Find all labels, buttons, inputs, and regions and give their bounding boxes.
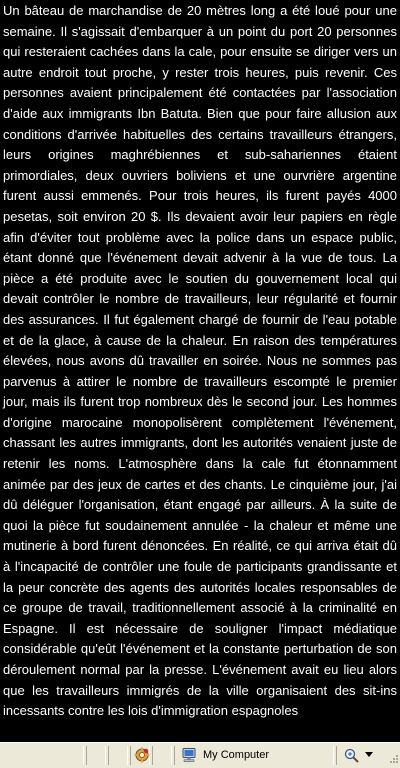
- status-pane-main: [0, 746, 84, 765]
- status-bar: [0, 742, 400, 768]
- status-pane-privacy[interactable]: [130, 746, 150, 765]
- security-zone-label: My Computer: [203, 749, 270, 761]
- resize-grip-icon[interactable]: [387, 752, 399, 764]
- zoom-pane[interactable]: [336, 746, 400, 765]
- status-pane-extra: [152, 746, 172, 765]
- security-zone-pane[interactable]: [174, 746, 334, 765]
- article-paragraph: Un bâteau de marchandise de 20 mètres long a été loué pour une semaine. Il s'agissait d'embarquer à un point du port 20 personnes qui resteraient cachées dans la cale, pour ensuite se diriger vers un autre endroit tout proche, y rester trois heures, puis revenir. Ces personnes avaient principalement été contactées par l'association d'aide aux immigrants Ibn Batuta. Bien que pour faire allusion aux conditions d'arrivée habituelles des certains travailleurs étrangers, leurs origines maghrébiennes et sub-sahariennes étaient primordiales, deux ouvriers boliviens et une ourvrière argentine furent aussi emmenés. Pour trois heures, ils furent payés 4000 pesetas, soit environ 20 $. Ils devaient avoir leur papiers en règle afin d'éviter tout problème avec la police dans un espace public, étant donné que l'événement devait advenir à la vue de tous. La pièce a été produite avec le soutien du gouvernement local qui devait contrôler le nombre de travailleurs, leur régularité et fournir des assurances. Il fut également chargé de fournir de l'eau potable et de la glace, à cause de la chaleur. En raison des températures élevées, nous avons dû travailler en soirée. Nous ne sommes pas parvenus à attirer le nombre de travailleurs escompté le premier jour, mais ils furent trop nombreux dès le second jour. Les hommes d'origine marocaine monopolisèrent complètement l'événement, chassant les autres immigrants, dont les autorités venaient juste de retenir les noms. L'atmosphère dans la cale fut étonnamment animée par des jeux de cartes et des chants. Le cinquième jour, j'ai dû déléguer l'organisation, étant engagé par ailleurs. À la suite de quoi la pièce fut soudainement annulée - la chaleur et même une mutinerie à bord furent dénoncées. En réalité, ce qui arriva était dû à l'incapacité de contrôler une foule de participants grandissante et la peur concrète des agents des autorités locales responsables de ce groupe de travail, traditionnellement associé à la criminalité en Espagne. Il est nécessaire de souligner l'impact médiatique considérable qu'eût l'événement et la constante perturbation de son déroulement normal par la presse. L'événement avait eu lieu alors que les travailleurs immigrés de la ville organisaient des sit-ins incessants contre les lois d'immigration espagnoles: [3, 3, 397, 719]
- my-computer-icon: [181, 747, 197, 763]
- status-pane-security: [108, 746, 128, 765]
- zoom-dropdown-arrow-icon[interactable]: [365, 749, 373, 759]
- privacy-gear-icon[interactable]: [134, 747, 150, 763]
- status-pane-progress: [86, 746, 106, 765]
- zoom-icon[interactable]: [343, 747, 361, 763]
